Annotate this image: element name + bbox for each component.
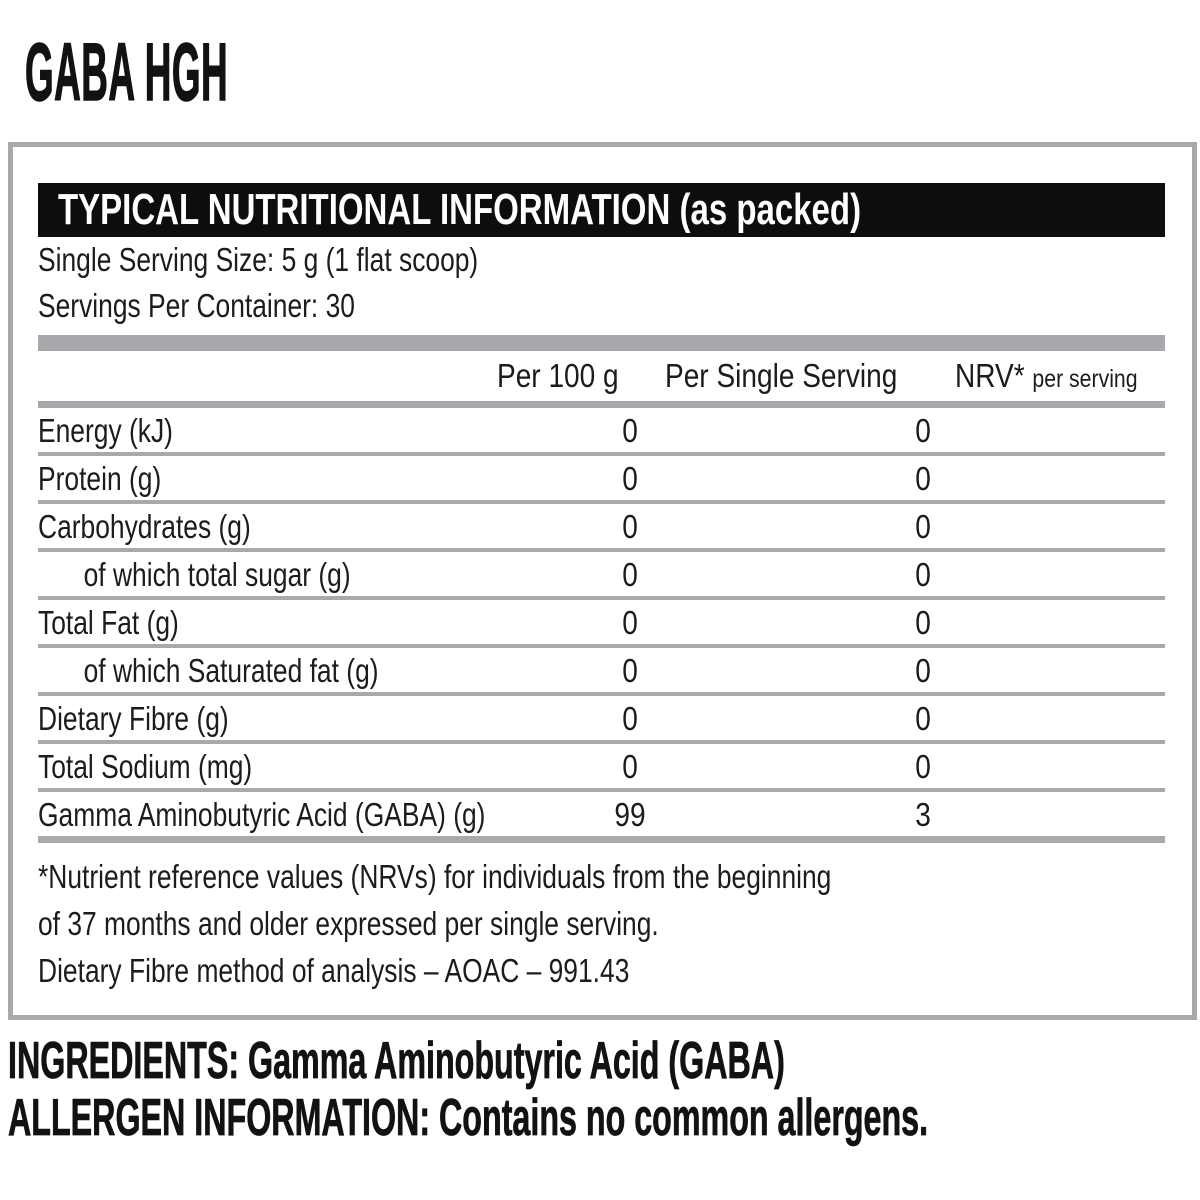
table-row-total-fat xyxy=(38,600,1165,648)
allergen-label: ALLERGEN INFORMATION: xyxy=(8,1089,431,1147)
panel-header-bar xyxy=(38,183,1165,237)
nutrient-label: Total Sodium (mg) xyxy=(38,748,253,785)
divider-thick-bottom xyxy=(38,836,1165,843)
value-per-serving: 0 xyxy=(915,604,931,641)
value-per-100g: 0 xyxy=(622,508,638,545)
value-per-100g: 0 xyxy=(622,652,638,689)
footnotes xyxy=(38,853,1165,994)
value-per-100g: 0 xyxy=(622,604,638,641)
nutrient-label: Dietary Fibre (g) xyxy=(38,700,229,737)
nutrient-label: Energy (kJ) xyxy=(38,412,173,449)
value-per-100g: 0 xyxy=(622,700,638,737)
value-per-100g: 0 xyxy=(622,748,638,785)
ingredients-value: Gamma Aminobutyric Acid (GABA) xyxy=(239,1032,785,1090)
value-per-100g: 0 xyxy=(622,556,638,593)
table-row-protein xyxy=(38,456,1165,504)
value-per-serving: 3 xyxy=(915,796,931,833)
value-per-serving: 0 xyxy=(915,652,931,689)
panel-header-text: TYPICAL NUTRITIONAL INFORMATION (as packed) xyxy=(58,185,862,234)
column-header-per-single-serving: Per Single Serving xyxy=(665,357,898,394)
table-row-total-sodium xyxy=(38,744,1165,792)
nutrient-label: Protein (g) xyxy=(38,460,162,497)
column-header-per-100g: Per 100 g xyxy=(497,357,619,394)
value-per-serving: 0 xyxy=(915,700,931,737)
nutrient-label: Total Fat (g) xyxy=(38,604,179,641)
value-per-100g: 0 xyxy=(622,460,638,497)
ingredients-label: INGREDIENTS: xyxy=(8,1032,240,1090)
column-header-row xyxy=(38,351,1165,401)
nutrition-facts-panel xyxy=(8,142,1197,1020)
serving-size-line: Single Serving Size: 5 g (1 flat scoop) xyxy=(38,241,479,278)
value-per-100g: 0 xyxy=(622,412,638,449)
table-row-gaba xyxy=(38,792,1165,836)
value-per-serving: 0 xyxy=(915,748,931,785)
table-row-carbohydrates xyxy=(38,504,1165,552)
nutrient-label: Carbohydrates (g) xyxy=(38,508,251,545)
value-per-serving: 0 xyxy=(915,556,931,593)
servings-per-container-line: Servings Per Container: 30 xyxy=(38,287,355,324)
table-row-dietary-fibre xyxy=(38,696,1165,744)
allergen-value: Contains no common allergens. xyxy=(430,1089,929,1147)
value-per-serving: 0 xyxy=(915,412,931,449)
divider-thick-top xyxy=(38,335,1165,351)
table-row-total-sugar xyxy=(38,552,1165,600)
value-per-100g: 99 xyxy=(614,796,646,833)
column-header-nrv-subtext: per serving xyxy=(1032,365,1138,393)
column-header-nrv: NRV* per serving xyxy=(955,357,1138,394)
ingredients-line xyxy=(8,1032,785,1090)
footnote-line-1: *Nutrient reference values (NRVs) for individuals from the beginning xyxy=(38,858,832,895)
divider-header xyxy=(38,401,1165,408)
table-row-energy xyxy=(38,408,1165,456)
footnote-line-3: Dietary Fibre method of analysis – AOAC – 991.43 xyxy=(38,952,630,989)
footnote-line-2: of 37 months and older expressed per single serving. xyxy=(38,905,659,942)
table-row-saturated-fat xyxy=(38,648,1165,696)
allergen-line xyxy=(8,1089,928,1147)
nutrient-label: Gamma Aminobutyric Acid (GABA) (g) xyxy=(38,796,486,833)
value-per-serving: 0 xyxy=(915,460,931,497)
nutrient-label: of which Saturated fat (g) xyxy=(83,652,379,689)
value-per-serving: 0 xyxy=(915,508,931,545)
nutrient-label: of which total sugar (g) xyxy=(83,556,351,593)
product-title: GABA HGH xyxy=(25,27,229,118)
